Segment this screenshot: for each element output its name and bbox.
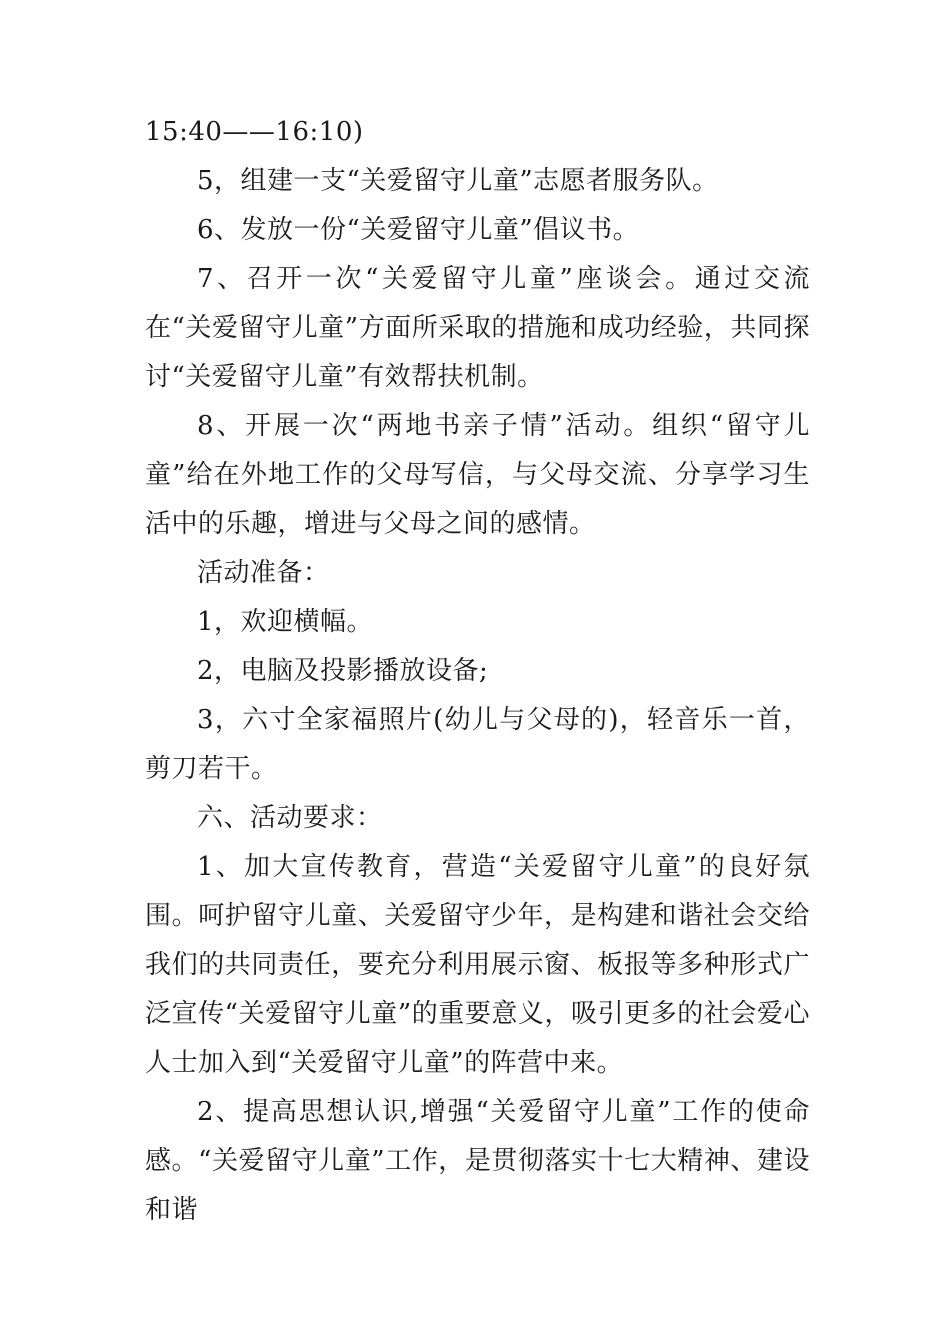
preparation-item-3: 3，六寸全家福照片(幼儿与父母的)，轻音乐一首，剪刀若干。	[145, 705, 810, 784]
paragraph-item-7: 7、召开一次“关爱留守儿童”座谈会。通过交流在“关爱留守儿童”方面所采取的措施和成功经验，共同探讨“关爱留守儿童”有效帮扶机制。	[145, 264, 810, 392]
paragraph-item-6: 6、发放一份“关爱留守儿童”倡议书。	[197, 215, 640, 245]
paragraph-time-range: 15:40——16:10)	[145, 117, 364, 147]
paragraph-item-8: 8、开展一次“两地书亲子情”活动。组织“留守儿童”给在外地工作的父母写信，与父母交流、分享学习生活中的乐趣，增进与父母之间的感情。	[145, 411, 810, 539]
document-body	[145, 108, 810, 1235]
requirement-item-1: 1、加大宣传教育，营造“关爱留守儿童”的良好氛围。呵护留守儿童、关爱留守少年，是构建和谐社会交给我们的共同责任，要充分利用展示窗、板报等多种形式广泛宣传“关爱留守儿童”的重要意义，吸引更多的社会爱心人士加入到“关爱留守儿童”的阵营中来。	[145, 852, 810, 1078]
requirement-item-2: 2、提高思想认识,增强“关爱留守儿童”工作的使命感。“关爱留守儿童”工作，是贯彻落实十七大精神、建设和谐	[145, 1097, 810, 1225]
preparation-item-1: 1，欢迎横幅。	[197, 607, 374, 637]
paragraph-item-5: 5，组建一支“关爱留守儿童”志愿者服务队。	[197, 166, 719, 196]
section-heading-preparation: 活动准备：	[197, 558, 330, 588]
section-heading-requirements: 六、活动要求：	[197, 803, 383, 833]
preparation-item-2: 2，电脑及投影播放设备;	[197, 656, 489, 686]
